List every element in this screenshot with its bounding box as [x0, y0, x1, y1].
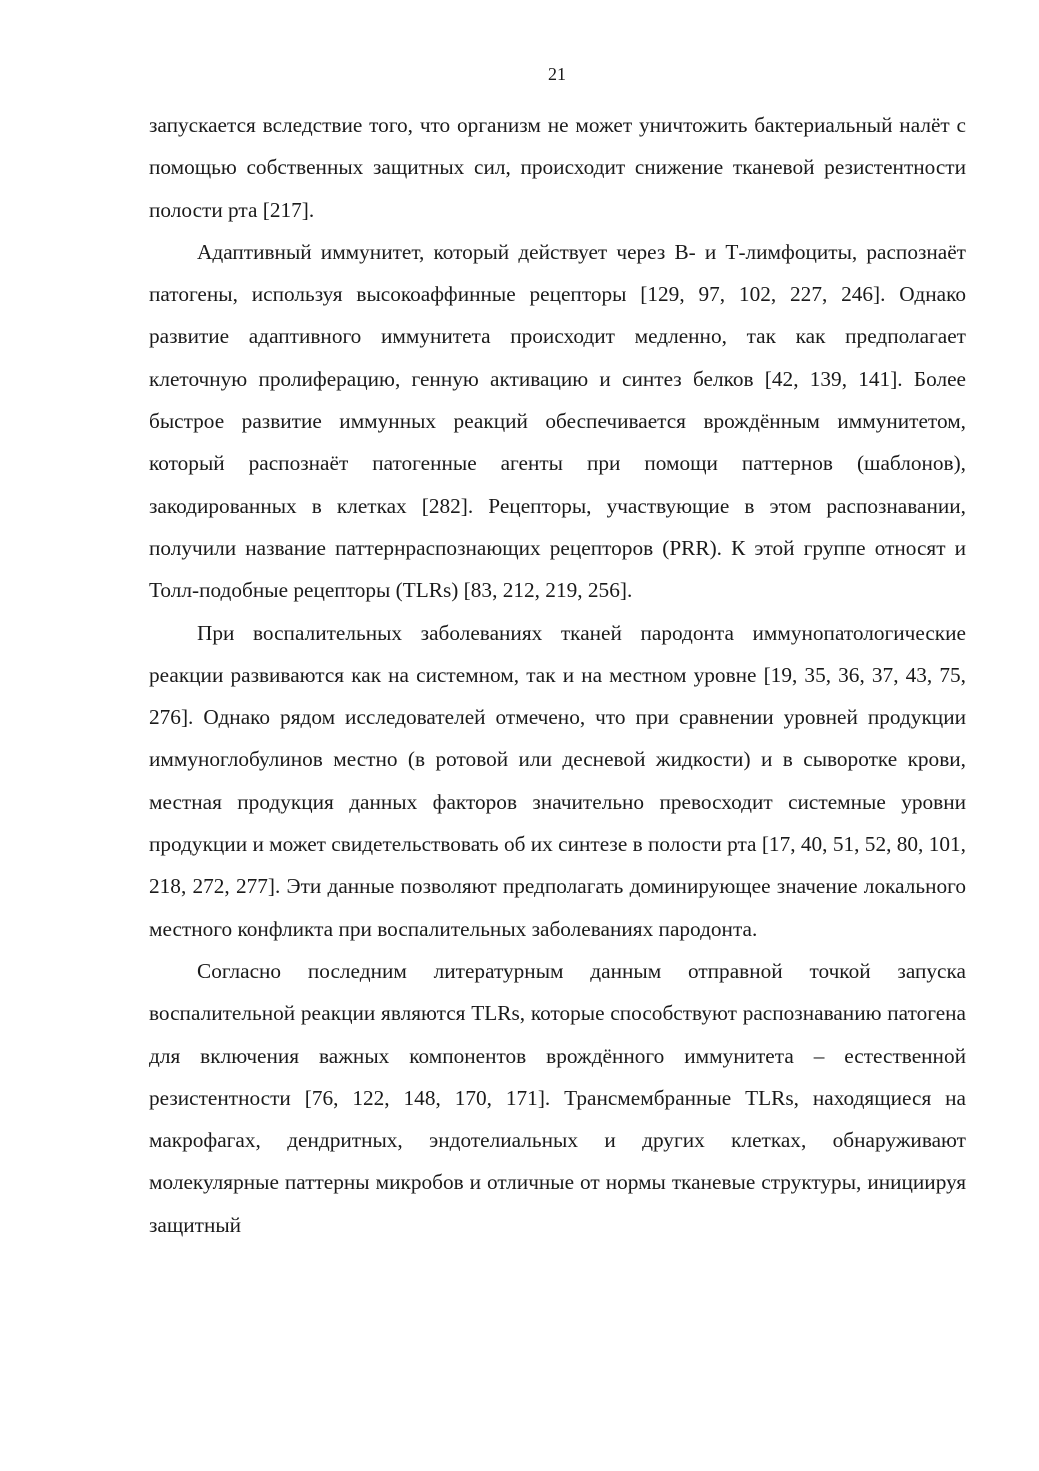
paragraph-4: Согласно последним литературным данным отправной точкой запуска воспалительной реакции являются TLRs, которые способствуют распознаванию патогена для включения важных компонентов врождённого иммунитета – естественной резистентности [76, 122, 148, 170, 171]. Трансмембранные TLRs, находящиеся на макрофагах, дендритных, эндотелиальных и других клетках, обнаруживают молекулярные паттерны микробов и отличные от нормы тканевые структуры, инициируя защитный [149, 958, 966, 1237]
paragraph-2: Адаптивный иммунитет, который действует через В- и Т-лимфоциты, распознаёт патогены, используя высокоаффинные рецепторы [129, 97, 102, 227, 246]. Однако развитие адаптивного иммунитета происходит медленно, так как предполагает клеточную пролиферацию, генную активацию и синтез белков [42, 139, 141]. Более быстрое развитие иммунных реакций обеспечивается врождённым иммунитетом, который распознаёт патогенные агенты при помощи паттернов (шаблонов), закодированных в клетках [282]. Рецепторы, участвующие в этом распознавании, получили название паттернраспознающих рецепторов (PRR). К этой группе относят и Толл-подобные рецепторы (TLRs) [83, 212, 219, 256]. [149, 239, 966, 603]
paragraph-1: запускается вследствие того, что организм не может уничтожить бактериальный налёт с помощью собственных защитных сил, происходит снижение тканевой резистентности полости рта [217]. [149, 113, 966, 222]
paragraph-3: При воспалительных заболеваниях тканей пародонта иммунопатологические реакции развиваются как на системном, так и на местном уровне [19, 35, 36, 37, 43, 75, 276]. Однако рядом исследователей отмечено, что при сравнении уровней продукции иммуноглобулинов местно (в ротовой или десневой жидкости) и в сыворотке крови, местная продукция данных факторов значительно превосходит системные уровни продукции и может свидетельствовать об их синтезе в полости рта [17, 40, 51, 52, 80, 101, 218, 272, 277]. Эти данные позволяют предполагать доминирующее значение локального местного конфликта при воспалительных заболеваниях пародонта. [149, 620, 966, 941]
page-number: 21 [548, 64, 566, 84]
body-text [149, 104, 966, 1246]
